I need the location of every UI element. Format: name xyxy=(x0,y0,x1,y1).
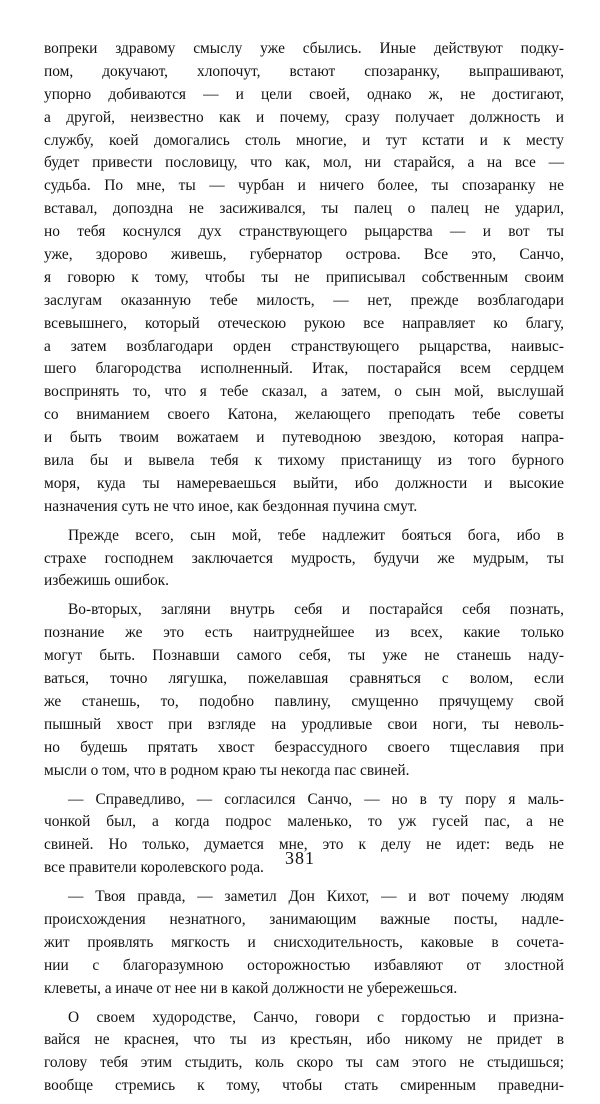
text-line: О своем худородстве, Санчо, говори с гордостью и призна- xyxy=(68,1008,564,1026)
text-line: свиней. Но только, думается мне, это к делу не идет: ведь не xyxy=(44,836,564,854)
text-line: же станешь, то, подобно павлину, смущенно прячущему свой xyxy=(44,692,564,710)
text-line: избежишь ошибок. xyxy=(44,572,169,590)
text-line: — Твоя правда, — заметил Дон Кихот, — и вот почему людям xyxy=(68,888,564,906)
text-line: познание же это есть наитруднейшее из всех, какие только xyxy=(44,624,564,642)
text-line: и быть твоим вожатаем и путеводною звездою, которая напра- xyxy=(44,429,564,447)
paragraph xyxy=(44,38,564,519)
text-line: упорно добиваются — и цели своей, однако ж, не достигают, xyxy=(44,85,564,103)
text-line: нии с благоразумною осторожностью избавляют от злостной xyxy=(44,956,564,974)
text-line: но будешь прятать хвост безрассудного своего тщеславия при xyxy=(44,738,564,756)
text-line: вообще стремись к тому, чтобы стать смиренным праведни- xyxy=(44,1077,564,1095)
text-line: вайся не краснея, что ты из крестьян, ибо никому не придет в xyxy=(44,1031,564,1049)
text-line: все правители королевского рода. xyxy=(44,859,264,877)
text-line: пом, докучают, хлопочут, встают спозаранку, выпрашивают, xyxy=(44,62,564,80)
text-line: происхождения незнатного, занимающим важные посты, надле- xyxy=(44,910,564,928)
paragraph xyxy=(44,525,564,594)
text-line: а затем возблагодари орден странствующего рыцарства, наивыс- xyxy=(44,337,564,355)
text-line: вопреки здравому смыслу уже сбылись. Иные действуют подку- xyxy=(44,40,564,57)
text-line: страхе господнем заключается мудрость, будучи же мудрым, ты xyxy=(44,549,564,567)
text-line: мысли о том, что в родном краю ты некогда пас свиней. xyxy=(44,761,410,779)
text-line: со вниманием своего Катона, желающего преподать тебе советы xyxy=(44,406,564,424)
text-line: голову тебя этим стыдить, коль скоро ты сам этого не стыдишься; xyxy=(44,1054,564,1072)
text-line: воспринять то, что я тебе сказал, а затем, о сын мой, выслушай xyxy=(44,383,564,401)
text-line: будет привести пословицу, что как, мол, ни старайся, а на все — xyxy=(44,154,564,172)
text-line: — Справедливо, — согласился Санчо, — но в ту пору я маль- xyxy=(68,790,564,808)
text-line: Во-вторых, загляни внутрь себя и постарайся себя познать, xyxy=(68,601,564,619)
text-line: судьба. По мне, ты — чурбан и ничего более, ты спозаранку не xyxy=(44,177,564,195)
text-line: чонкой был, а когда подрос маленько, то уж гусей пас, а не xyxy=(44,813,564,831)
text-line: клеветы, а иначе от нее ни в какой должности не убережешься. xyxy=(44,979,458,997)
text-line: пышный хвост при взгляде на уродливые свои ноги, ты неволь- xyxy=(44,715,564,733)
text-line: вставал, допоздна не засиживался, ты палец о палец не ударил, xyxy=(44,200,564,218)
text-line: службу, коей домогались столь многие, и тут кстати и к месту xyxy=(44,131,564,149)
body-text xyxy=(44,38,564,1104)
paragraph xyxy=(44,1007,564,1099)
paragraph xyxy=(44,599,564,782)
text-line: могут быть. Познавши самого себя, ты уже не станешь наду- xyxy=(44,647,564,665)
text-line: я говорю к тому, чтобы ты не приписывал собственным своим xyxy=(44,268,564,286)
text-line: Прежде всего, сын мой, тебе надлежит бояться бога, ибо в xyxy=(68,526,564,544)
text-line: вила бы и вывела тебя к тихому пристанищу из того бурного xyxy=(44,452,564,470)
text-line: уже, здорово живешь, губернатор острова. Все это, Санчо, xyxy=(44,246,564,264)
text-line: назначения суть не что иное, как бездонная пучина смут. xyxy=(44,497,418,515)
text-line: всевышнего, который отеческою рукою все направляет ко благу, xyxy=(44,314,564,332)
text-line: заслугам оказанную тебе милость, — нет, прежде возблагодари xyxy=(44,291,564,309)
paragraph xyxy=(44,886,564,1000)
text-line: моря, куда ты намереваешься выйти, ибо должности и высокие xyxy=(44,474,564,492)
text-line: ваться, точно лягушка, пожелавшая сравняться с волом, если xyxy=(44,670,564,688)
page-number: 381 xyxy=(285,848,315,868)
text-line: а другой, неизвестно как и почему, сразу получает должность и xyxy=(44,108,564,126)
text-line: шего благородства исполненный. Итак, постарайся всем сердцем xyxy=(44,360,564,378)
text-line: жит проявлять мягкость и снисходительность, каковые в сочета- xyxy=(44,933,564,951)
text-line: но тебя коснулся дух странствующего рыцарства — и вот ты xyxy=(44,223,564,241)
